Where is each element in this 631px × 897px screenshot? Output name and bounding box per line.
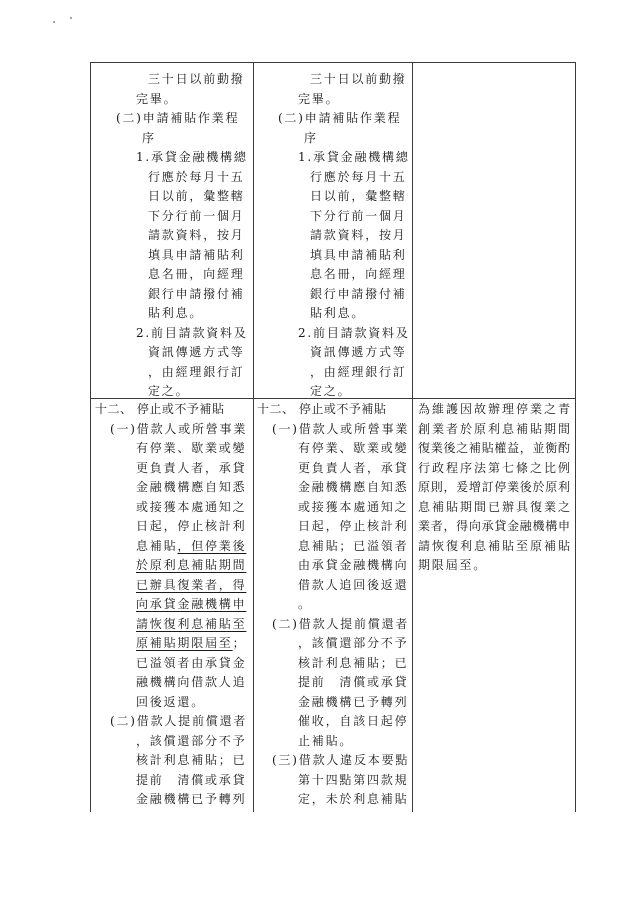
- text-line: ，該償還部分不予: [136, 733, 247, 748]
- cell-row1-col2: [252, 70, 411, 402]
- cell-row2-col2: [252, 400, 411, 810]
- note-text-line: 原則，爰增訂停業後於原利: [418, 480, 570, 494]
- list-item-line: (二)借款人提前償還者: [272, 616, 410, 631]
- cell-row1-col1: [90, 70, 253, 402]
- text-line: 或接獲本處通知之: [298, 499, 409, 514]
- text-line: 序: [304, 130, 318, 145]
- note-text-line: 創業者於原利息補貼期間: [418, 421, 570, 436]
- text-segment: 息補貼: [136, 538, 178, 553]
- text-line: 日起，停止核計利: [136, 519, 247, 533]
- text-line: 定之。: [310, 384, 352, 398]
- text-line: 止補貼。: [298, 733, 354, 748]
- text-line: 銀行申請撥付補: [148, 286, 245, 301]
- underlined-text-line: 已辦具復業者，得: [136, 577, 247, 592]
- text-line: 行應於每月十五: [310, 169, 407, 184]
- note-text-line: 期限屆至。: [418, 558, 488, 572]
- list-item-line: (二)申請補貼作業程: [278, 111, 402, 125]
- text-line: 第十四點第四款規: [298, 772, 409, 787]
- text-line: 提前 清償或承貸: [298, 675, 409, 689]
- text-line: ，由經理銀行訂: [148, 364, 245, 379]
- text-line: 有停業、歇業或變: [136, 441, 247, 455]
- text-line: [90, 537, 253, 557]
- text-line: 行應於每月十五: [148, 169, 245, 184]
- scan-speck: [70, 17, 72, 19]
- text-line: 催收，自該日起停: [298, 714, 409, 728]
- text-line: 日以前，彙整轄: [310, 189, 407, 203]
- text-line: 息名冊，向經理: [148, 267, 245, 281]
- text-line: 定，未於利息補貼: [298, 792, 409, 806]
- text-line: 有停業、歇業或變: [298, 441, 409, 455]
- text-line: 序: [142, 130, 156, 145]
- text-line: 請款資料，按月: [310, 228, 407, 242]
- underlined-text-line: 於原利息補貼期間: [136, 558, 247, 572]
- section-heading: 十二、 停止或不予補貼: [95, 402, 225, 416]
- list-item-line: (三)借款人違反本要點: [272, 753, 410, 767]
- underlined-segment: ，但停業後: [177, 538, 247, 553]
- text-line: 。: [298, 597, 312, 611]
- note-text-line: 業者，得向承貸金融機構申: [418, 519, 570, 533]
- text-line: 由承貸金融機構向: [298, 558, 409, 572]
- text-line: 金融機構已予轉列: [298, 694, 409, 709]
- text-line: 借款人追回後返還: [298, 577, 409, 592]
- cell-row1-col3: [412, 70, 575, 390]
- list-item-line: (二)申請補貼作業程: [116, 111, 240, 125]
- text-line: 三十日以前動撥: [310, 72, 407, 86]
- text-line: 或接獲本處通知之: [136, 499, 247, 514]
- list-item-line: (一)借款人或所營事業: [272, 421, 410, 436]
- text-line: 填具申請補貼利: [310, 247, 407, 262]
- text-line: ，該償還部分不予: [298, 636, 409, 650]
- text-line: ，由經理銀行訂: [310, 364, 407, 379]
- list-item-line: (二)借款人提前償還者: [110, 714, 248, 728]
- scan-speck: [53, 21, 55, 23]
- text-line: 銀行申請撥付補: [310, 286, 407, 301]
- cell-row2-col3: [412, 400, 575, 576]
- text-line: 日以前，彙整轄: [148, 189, 245, 203]
- text-line: 下分行前一個月: [310, 208, 407, 223]
- note-text-line: 請恢復利息補貼至原補貼: [418, 538, 570, 553]
- note-text-line: 行政程序法第七條之比例: [418, 460, 570, 475]
- text-line: 核計利息補貼；已: [298, 655, 409, 670]
- text-line: 更負責人者，承貸: [298, 460, 409, 475]
- text-line: 三十日以前動撥: [148, 72, 245, 86]
- text-line: 息名冊，向經理: [310, 267, 407, 281]
- text-line: 金融機構應自知悉: [136, 480, 247, 494]
- underlined-text-line: 向承貸金融機構申: [136, 597, 247, 611]
- underlined-segment: 原補貼期限屆至: [136, 636, 233, 650]
- text-line: 回後返還。: [136, 694, 206, 709]
- text-line: 填具申請補貼利: [148, 247, 245, 262]
- list-item-line: (一)借款人或所營事業: [110, 421, 248, 436]
- section-heading: 十二、 停止或不予補貼: [257, 402, 387, 416]
- text-line: 請款資料，按月: [148, 228, 245, 242]
- text-line: 日起，停止核計利: [298, 519, 409, 533]
- text-line: 貼利息。: [148, 306, 204, 320]
- text-line: 下分行前一個月: [148, 208, 245, 223]
- underlined-text-line: 請恢復利息補貼至: [136, 616, 247, 631]
- text-line: 資訊傳遞方式等: [310, 345, 407, 359]
- text-line: 完畢。: [136, 91, 178, 106]
- text-line: 完畢。: [298, 91, 340, 106]
- note-text-line: 復業後之補貼權益，並衡酌: [418, 441, 570, 455]
- text-line: 貼利息。: [310, 306, 366, 320]
- text-line: 更負責人者，承貸: [136, 460, 247, 475]
- table-top-border: [90, 62, 576, 63]
- cell-row2-col1: [90, 400, 253, 810]
- text-line: 金融機構已予轉列: [136, 792, 247, 806]
- note-text-line: 為維護因故辦理停業之青: [418, 402, 570, 416]
- text-line: 定之。: [148, 384, 190, 398]
- text-line: 金融機構應自知悉: [298, 480, 409, 494]
- text-line: [90, 634, 253, 654]
- text-line: 資訊傳遞方式等: [148, 345, 245, 359]
- list-item-line: 2.前目請款資料及: [136, 325, 248, 340]
- table-right-border: [575, 62, 576, 812]
- text-line: 息補貼；已溢領者: [298, 538, 409, 553]
- list-item-line: 2.前目請款資料及: [298, 325, 410, 340]
- text-line: 核計利息補貼；已: [136, 753, 247, 767]
- text-line: 已溢領者由承貸金: [136, 655, 247, 670]
- list-item-line: 1.承貸金融機構總: [136, 150, 248, 164]
- list-item-line: 1.承貸金融機構總: [298, 150, 410, 164]
- text-line: 融機構向借款人追: [136, 675, 247, 689]
- note-text-line: 息補貼期間已辦具復業之: [418, 499, 570, 514]
- text-line: 提前 清償或承貸: [136, 772, 247, 787]
- text-segment: ；: [232, 636, 247, 650]
